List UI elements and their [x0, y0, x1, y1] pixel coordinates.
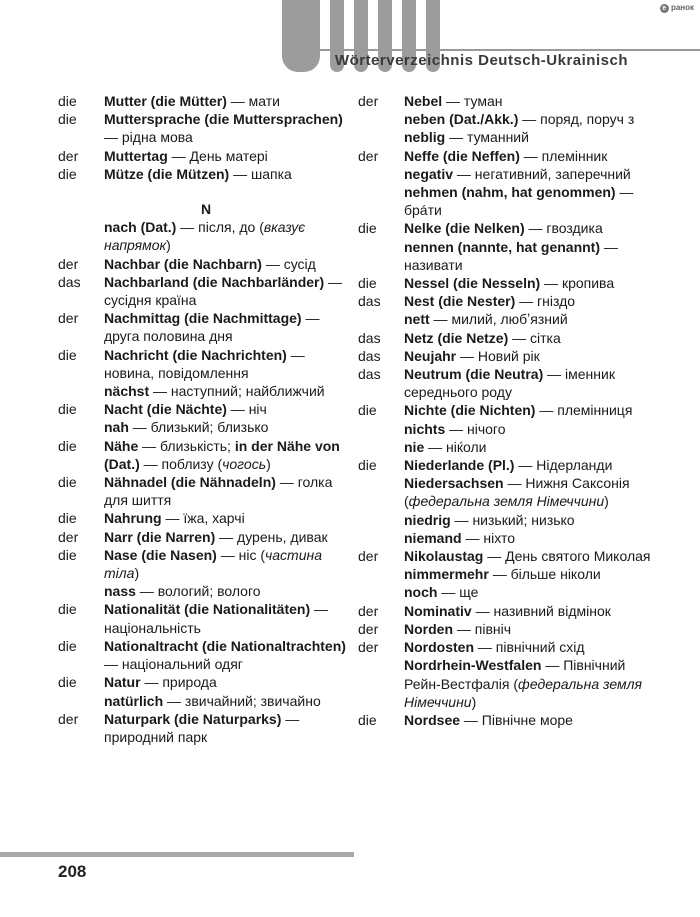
dictionary-entry [358, 310, 658, 328]
entry-article: die [358, 275, 377, 292]
entry-translation: — поблизу ( [139, 455, 223, 472]
dictionary-entry [58, 692, 348, 710]
dictionary-entry [58, 437, 348, 473]
dictionary-entry [358, 238, 658, 274]
entry-headword: neblig [404, 129, 446, 146]
entry-headword: Nebel [404, 93, 443, 109]
entry-text [404, 565, 658, 583]
dictionary-entry [358, 401, 658, 419]
entry-translation: — сусід [261, 255, 316, 272]
entry-text [104, 637, 348, 673]
entry-text [104, 218, 348, 254]
entry-text [404, 711, 658, 729]
entry-headword: Nordosten [404, 639, 474, 656]
entry-article: der [58, 528, 79, 545]
entry-article: die [358, 457, 377, 474]
entry-headword: Nähe [104, 437, 139, 454]
entry-note: частина тіла [104, 546, 322, 582]
entry-text [104, 437, 348, 473]
dictionary-entry [358, 529, 658, 547]
entry-translation: — природа [140, 674, 217, 691]
entry-text [104, 255, 348, 273]
entry-headword: Niedersachsen [404, 475, 504, 492]
entry-headword: Nachricht (die Nachrichten) [104, 346, 287, 363]
entry-translation: — звичайний; звичайно [163, 692, 321, 709]
entry-article: das [358, 366, 381, 383]
entry-translation: — Нідерланди [514, 457, 613, 474]
entry-translation: — ніхто [461, 529, 516, 546]
dictionary-entry [58, 582, 348, 600]
dictionary-entry [358, 583, 658, 601]
entry-translation: — національний одяг [104, 656, 243, 673]
entry-article: die [58, 674, 77, 691]
entry-translation: — природний парк [104, 710, 300, 745]
entry-translation: — північний схід [474, 639, 585, 656]
entry-headword: Muttersprache (die Muttersprachen) [104, 111, 343, 128]
entry-text [104, 382, 348, 400]
entry-note: вказує напрямок [104, 219, 306, 254]
entry-headword: nach (Dat.) [104, 219, 177, 236]
dictionary-entry [358, 638, 658, 656]
section-letter: N [201, 201, 212, 218]
entry-article: der [358, 93, 379, 109]
entry-headword: nehmen (nahm, hat genommen) [404, 184, 616, 201]
entry-headword: Nationaltracht (die Nationaltrachten) [104, 637, 346, 654]
entry-translation: — туманний [445, 129, 529, 146]
dictionary-entry [58, 400, 348, 418]
dictionary-entry [358, 183, 658, 219]
entry-article [358, 420, 404, 438]
entry-text [404, 165, 658, 183]
entry-text [104, 400, 348, 418]
dictionary-entry [58, 147, 348, 165]
dictionary-entry [358, 420, 658, 438]
entry-translation: — День матері [167, 147, 268, 164]
entry-text [404, 128, 658, 146]
entry-article: die [58, 346, 77, 363]
entry-article [358, 474, 404, 510]
entry-text [104, 418, 348, 436]
entry-headword: Neutrum (die Neutra) [404, 366, 544, 383]
entry-text [104, 309, 348, 345]
entry-text [404, 329, 658, 347]
dictionary-entry [358, 711, 658, 729]
left-column [58, 92, 348, 746]
entry-article: die [58, 601, 77, 618]
entry-note: чогось [222, 455, 267, 472]
entry-headword: Nichte (die Nichten) [404, 402, 536, 419]
entry-text [104, 346, 348, 382]
entry-headword: nimmermehr [404, 566, 489, 583]
entry-article [358, 165, 404, 183]
entry-translation: — сусідня країна [104, 273, 343, 309]
entry-headword: nennen (nannte, hat genannt) [404, 238, 600, 255]
entry-article: das [58, 273, 81, 290]
entry-text [104, 528, 348, 546]
dictionary-entry [358, 110, 658, 128]
entry-article: die [358, 402, 377, 419]
entry-headword: niedrig [404, 511, 451, 528]
entry-text [404, 92, 658, 110]
entry-headword: Muttertag [104, 147, 168, 164]
dictionary-entry [358, 438, 658, 456]
entry-text [404, 456, 658, 474]
entry-article: das [358, 347, 381, 364]
section-spacer [58, 183, 348, 193]
entry-article: der [358, 620, 379, 637]
entry-article [58, 418, 104, 436]
footer-rule [0, 852, 354, 857]
dictionary-entry [358, 274, 658, 292]
dictionary-entry [358, 365, 658, 401]
dictionary-entry [58, 673, 348, 691]
entry-article: die [58, 546, 77, 563]
entry-article [358, 438, 404, 456]
entry-headword: nie [404, 438, 425, 455]
entry-article: die [58, 165, 77, 182]
dictionary-entry [358, 565, 658, 583]
entry-text [104, 92, 348, 110]
entry-text [404, 183, 658, 219]
entry-translation: — племінниця [535, 402, 633, 419]
entry-translation: — племінник [519, 147, 608, 164]
entry-translation: — сітка [508, 329, 561, 346]
entry-text [404, 474, 658, 510]
dictionary-entry [58, 637, 348, 673]
entry-article [358, 565, 404, 583]
entry-headword: Nationalität (die Nationalitäten) [104, 601, 311, 618]
entry-translation: — нічого [445, 420, 506, 437]
entry-text [404, 547, 658, 565]
entry-text [104, 600, 348, 636]
entry-text [404, 274, 658, 292]
entry-article [358, 583, 404, 601]
entry-text [404, 511, 658, 529]
entry-translation: — вологий; волого [135, 583, 261, 600]
entry-headword: Nacht (die Nächte) [104, 401, 227, 418]
entry-article [358, 238, 404, 274]
dictionary-entry [58, 273, 348, 309]
entry-article [358, 529, 404, 547]
entry-translation: ) [166, 237, 171, 254]
entry-text [404, 620, 658, 638]
entry-headword: Nordsee [404, 711, 461, 728]
entry-headword: Nahrung [104, 510, 162, 527]
entry-translation: — ніч [226, 401, 267, 418]
entry-headword: Narr (die Narren) [104, 528, 216, 545]
dictionary-entry [58, 473, 348, 509]
entry-translation: — День святого Миколая [483, 548, 651, 565]
dictionary-entry [58, 346, 348, 382]
entry-translation: — Новий рік [456, 347, 540, 364]
entry-article: das [358, 329, 381, 346]
dictionary-entry [58, 218, 348, 254]
dictionary-entry [58, 418, 348, 436]
entry-translation: — іменник середнього роду [404, 366, 615, 401]
entry-translation: ) [604, 493, 609, 510]
dictionary-entry [58, 528, 348, 546]
entry-text [404, 310, 658, 328]
entry-article: die [358, 711, 377, 728]
entry-translation: — низький; низько [450, 511, 575, 528]
entry-article: die [358, 220, 377, 237]
entry-article: der [358, 639, 379, 656]
entry-headword: nett [404, 311, 430, 328]
page-number: 208 [58, 862, 87, 881]
entry-text [104, 147, 348, 165]
entry-translation: — ніќоли [424, 438, 487, 455]
entry-translation: — Північне море [460, 711, 573, 728]
dictionary-entry [58, 710, 348, 746]
entry-translation: — кропива [540, 275, 615, 292]
entry-translation: — гвоздика [524, 220, 603, 237]
entry-headword: Niederlande (Pl.) [404, 457, 515, 474]
entry-translation: ) [134, 565, 140, 582]
entry-note: федеральна земля Німеччини [408, 493, 605, 510]
entry-translation: — близький; близько [128, 419, 269, 436]
entry-text [404, 219, 658, 237]
entry-text [404, 365, 658, 401]
entry-headword: Nessel (die Nesseln) [404, 275, 541, 292]
dictionary-entry [58, 309, 348, 345]
entry-article: der [358, 147, 379, 164]
entry-headword: negativ [404, 165, 454, 182]
entry-translation: — милий, любʼязний [429, 311, 568, 328]
entry-headword: neben (Dat./Akk.) [404, 111, 519, 128]
entry-article [58, 692, 104, 710]
entry-article: das [358, 293, 381, 310]
entry-translation: — туман [442, 93, 503, 109]
entry-article: der [58, 310, 79, 327]
entry-text [404, 656, 658, 711]
entry-translation: ) [471, 693, 477, 710]
entry-article: der [58, 147, 79, 164]
entry-translation: — північ [453, 620, 512, 637]
dictionary-entry [358, 92, 658, 110]
entry-translation: — ще [437, 584, 479, 601]
entry-article: die [58, 510, 77, 527]
entry-article [58, 382, 104, 400]
entry-text [104, 582, 348, 600]
entry-headword: nah [104, 419, 129, 436]
entry-headword: Norden [404, 620, 453, 637]
entry-headword: Naturpark (die Naturparks) [104, 710, 282, 727]
entry-translation: — близькість; [138, 437, 235, 454]
entry-text [404, 401, 658, 419]
entry-headword: Netz (die Netze) [404, 329, 509, 346]
entry-headword: nichts [404, 420, 446, 437]
dictionary-entry [58, 382, 348, 400]
entry-translation: — гніздо [515, 293, 576, 310]
entry-text [404, 238, 658, 274]
dictionary-entry [358, 128, 658, 146]
entry-headword: natürlich [104, 692, 164, 709]
entry-headword: Nase (die Nasen) [104, 546, 217, 563]
dictionary-entry [358, 547, 658, 565]
publisher-logo-text: ранок [670, 3, 694, 12]
entry-headword: in der Nähe von (Dat.) [104, 437, 340, 472]
dictionary-entry [358, 292, 658, 310]
entry-headword: Natur [104, 674, 141, 691]
entry-text [404, 347, 658, 365]
entry-headword: Nachmittag (die Nachmittage) [104, 310, 302, 327]
dictionary-entry [58, 600, 348, 636]
entry-translation: — негативний, заперечний [453, 165, 631, 182]
right-column [358, 92, 658, 729]
entry-text [404, 110, 658, 128]
page-header-title: Wörterverzeichnis Deutsch-Ukrainisch [334, 52, 628, 69]
entry-translation: — голка для шиття [104, 474, 333, 509]
entry-headword: Mutter (die Mütter) [104, 93, 227, 109]
entry-translation: — Нижня Саксонія ( [404, 475, 630, 510]
entry-headword: Nikolaustag [404, 548, 484, 565]
dictionary-entry [58, 92, 348, 110]
entry-text [104, 273, 348, 309]
entry-text [404, 602, 658, 620]
entry-translation: — дурень, дивак [215, 528, 328, 545]
dictionary-entry [358, 602, 658, 620]
entry-text [104, 509, 348, 527]
dictionary-entry [58, 255, 348, 273]
entry-translation: — після, до ( [176, 219, 264, 236]
entry-article [358, 310, 404, 328]
dictionary-entry [58, 546, 348, 582]
entry-translation: — національність [104, 601, 329, 636]
entry-translation: — шапка [229, 165, 292, 182]
entry-headword: Mütze (die Mützen) [104, 165, 230, 182]
entry-headword: Nachbar (die Nachbarn) [104, 255, 262, 272]
dictionary-entry [58, 110, 348, 146]
entry-text [404, 420, 658, 438]
entry-translation: — називний відмінок [471, 602, 611, 619]
entry-translation: — мати [226, 93, 281, 109]
entry-text [104, 110, 348, 146]
entry-translation: — Північний Рейн-Вестфалія ( [404, 657, 626, 692]
entry-article [358, 183, 404, 219]
entry-article: die [58, 474, 77, 491]
entry-article: die [58, 437, 77, 454]
entry-article: die [58, 401, 77, 418]
entry-text [404, 529, 658, 547]
entry-headword: Nähnadel (die Nähnadeln) [104, 474, 276, 491]
entry-translation: — брáти [404, 184, 634, 219]
entry-article [58, 218, 104, 254]
entry-headword: niemand [404, 529, 462, 546]
entry-translation: — наступний; найближчий [149, 383, 325, 400]
entry-article: der [358, 548, 379, 565]
entry-headword: Nordrhein-Westfalen [404, 657, 542, 674]
dictionary-entry [358, 147, 658, 165]
dictionary-entry [358, 219, 658, 237]
entry-headword: nass [104, 583, 136, 600]
entry-text [104, 473, 348, 509]
entry-article: der [58, 255, 79, 272]
entry-translation: — поряд, поруч з [518, 111, 635, 128]
dictionary-entry [58, 509, 348, 527]
dictionary-entry [358, 456, 658, 474]
entry-article [58, 582, 104, 600]
entry-article: der [358, 602, 379, 619]
entry-headword: Nelke (die Nelken) [404, 220, 525, 237]
dictionary-entry [58, 165, 348, 183]
entry-text [404, 438, 658, 456]
entry-text [104, 692, 348, 710]
entry-headword: Nest (die Nester) [404, 293, 516, 310]
entry-article: die [58, 637, 77, 654]
entry-text [404, 292, 658, 310]
entry-article [358, 128, 404, 146]
entry-translation: — ніс ( [216, 546, 266, 563]
entry-text [104, 710, 348, 746]
entry-text [404, 147, 658, 165]
entry-article: der [58, 710, 79, 727]
entry-text [404, 638, 658, 656]
entry-translation: — їжа, харчі [161, 510, 245, 527]
entry-headword: Nachbarland (die Nachbarländer) [104, 273, 325, 290]
entry-note: федеральна земля Німеччини [404, 675, 642, 710]
entry-headword: Neujahr [404, 347, 457, 364]
entry-text [404, 583, 658, 601]
entry-headword: Neffe (die Neffen) [404, 147, 520, 164]
entry-article [358, 511, 404, 529]
dictionary-entry [358, 329, 658, 347]
dictionary-entry [358, 511, 658, 529]
entry-translation: — друга половина дня [104, 310, 320, 345]
dictionary-entry [358, 347, 658, 365]
entry-article: die [58, 93, 77, 109]
entry-translation: — рідна мова [104, 129, 193, 146]
dictionary-entry [358, 656, 658, 711]
entry-text [104, 673, 348, 691]
entry-translation: — новина, повідомлення [104, 346, 305, 381]
entry-article [358, 656, 404, 711]
publisher-logo-icon: e [660, 4, 669, 13]
entry-translation: ) [266, 455, 271, 472]
entry-article: die [58, 111, 77, 128]
entry-headword: Nominativ [404, 602, 472, 619]
dictionary-entry [358, 165, 658, 183]
entry-text [104, 165, 348, 183]
entry-translation: — називати [404, 238, 618, 273]
entry-headword: noch [404, 584, 438, 601]
entry-headword: nächst [104, 383, 150, 400]
publisher-logo [660, 3, 694, 13]
entry-article [358, 110, 404, 128]
entry-text [104, 546, 348, 582]
dictionary-entry [358, 474, 658, 510]
dictionary-entry [358, 620, 658, 638]
entry-translation: — більше ніколи [488, 566, 601, 583]
